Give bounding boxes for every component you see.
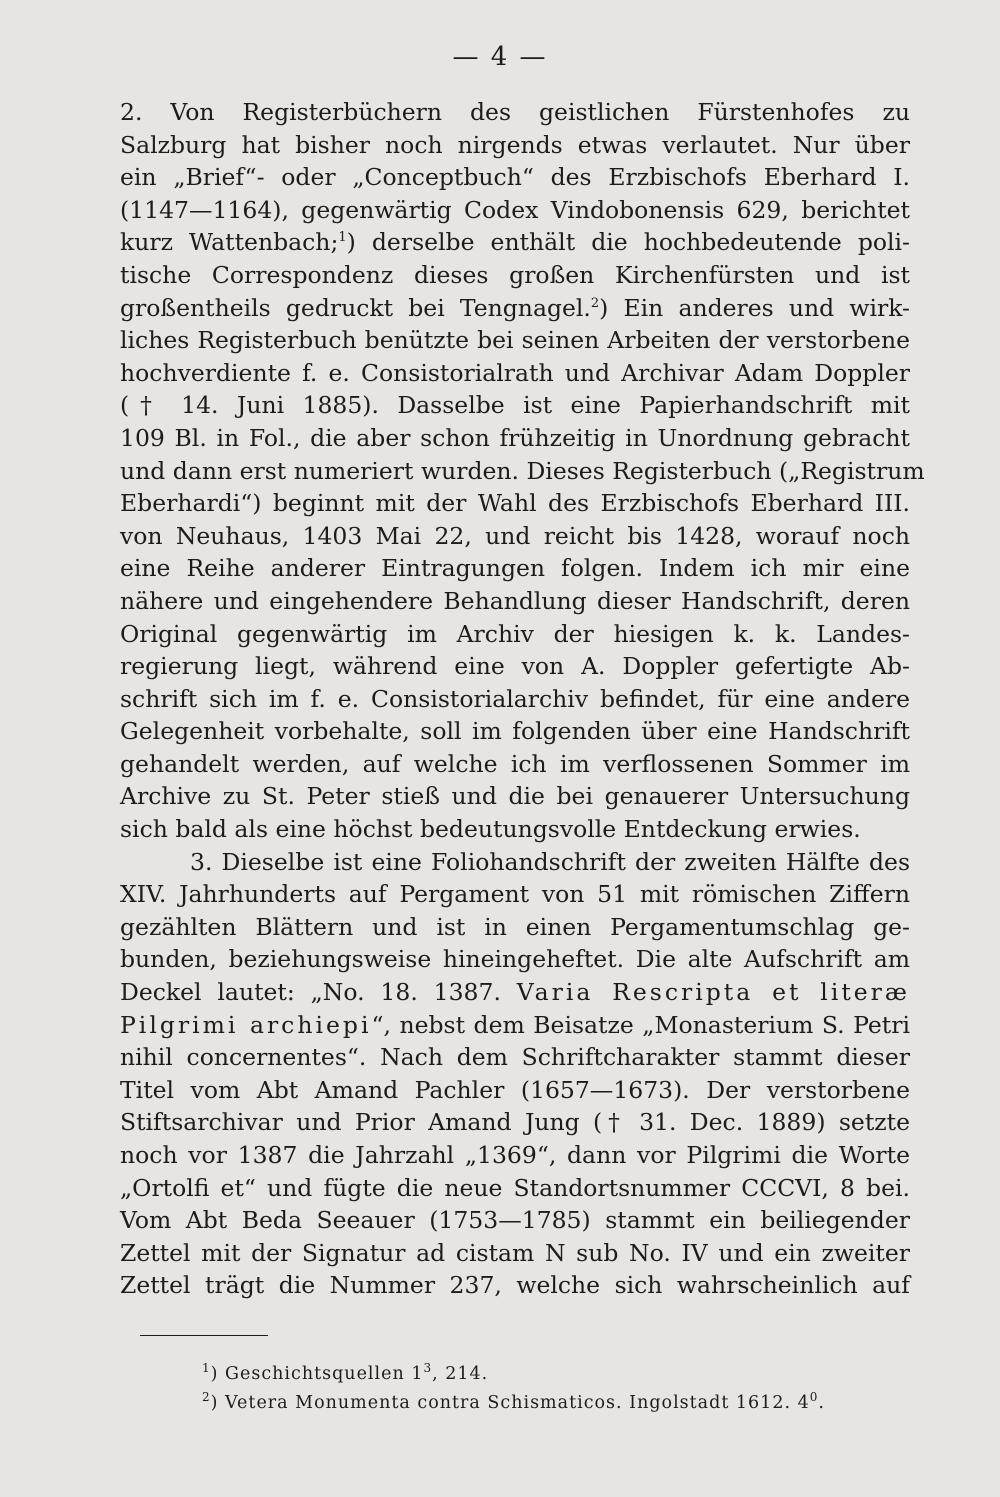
footnote: $^2$) Vetera Monumenta contra Schismaticos. Ingolstadt 1612. $4^0$. (202, 1390, 825, 1413)
text-line: schrift sich im f. e. Consistorialarchiv befindet, für eine andere (120, 684, 910, 713)
text-line: nihil concernentes“. Nach dem Schriftcharakter stammt dieser (120, 1043, 910, 1072)
text-line: sich bald als eine höchst bedeutungsvolle Entdeckung erwies. (120, 815, 861, 844)
text-line: nähere und eingehendere Behandlung dieser Handschrift, deren (120, 586, 910, 615)
text-line: 3. Dieselbe ist eine Foliohandschrift der zweiten Hälfte des (190, 847, 910, 876)
text-line: und dann erst numeriert wurden. Dieses Registerbuch („Registrum (120, 456, 925, 485)
body-text (120, 96, 925, 1302)
text-line: Salzburg hat bisher noch nirgends etwas verlautet. Nur über (120, 130, 910, 159)
text-line: eine Reihe anderer Eintragungen folgen. Indem ich mir eine (120, 554, 910, 583)
text-line: Zettel trägt die Nummer 237, welche sich wahrscheinlich auf (120, 1271, 910, 1300)
text-line: 109 Bl. in Fol., die aber schon frühzeitig in Unordnung gebracht (120, 423, 910, 452)
text-line: gehandelt werden, auf welche ich im verflossenen Sommer im (120, 749, 910, 778)
text-line: kurz Wattenbach;$^1$) derselbe enthält die hochbedeutende poli- (120, 228, 910, 257)
text-line: liches Registerbuch benützte bei seinen Arbeiten der verstorbene (120, 326, 910, 355)
text-line: Titel vom Abt Amand Pachler (1657—1673). Der verstorbene (120, 1075, 910, 1104)
text-line: regierung liegt, während eine von A. Doppler gefertigte Ab- (120, 652, 910, 681)
spaced-title: Pilgrimi archiepi (120, 1010, 372, 1039)
text-line: Pilgrimi archiepi“, nebst dem Beisatze „Monasterium S. Petri (120, 1010, 910, 1039)
text-line: Gelegenheit vorbehalte, soll im folgenden über eine Handschrift (120, 717, 910, 746)
footnote: $^1$) Geschichtsquellen $1^3$, 214. (202, 1361, 489, 1384)
text-line: Stiftsarchivar und Prior Amand Jung († 31. Dec. 1889) setzte (120, 1108, 910, 1137)
text-line: bunden, beziehungsweise hineingeheftet. Die alte Aufschrift am (120, 945, 910, 974)
text-line: großentheils gedruckt bei Tengnagel.$^2$) Ein anderes und wirk- (120, 293, 910, 322)
text-line: († 14. Juni 1885). Dasselbe ist eine Papierhandschrift mit (120, 391, 910, 420)
text-line: gezählten Blättern und ist in einen Pergamentumschlag ge- (120, 912, 910, 941)
text-line: hochverdiente f. e. Consistorialrath und Archivar Adam Doppler (120, 358, 910, 387)
page-number: — 4 — (452, 42, 548, 72)
text-line: Deckel lautet: „No. 18. 1387. Varia Rescripta et literæ (120, 978, 911, 1007)
text-line: 2. Von Registerbüchern des geistlichen Fürstenhofes zu (120, 98, 910, 126)
text-line: von Neuhaus, 1403 Mai 22, und reicht bis 1428, worauf noch (120, 521, 910, 550)
text-line: Vom Abt Beda Seeauer (1753—1785) stammt ein beiliegender (120, 1206, 910, 1235)
text-line: (1147—1164), gegenwärtig Codex Vindobonensis 629, berichtet (120, 195, 910, 224)
text-line: XIV. Jahrhunderts auf Pergament von 51 mit römischen Ziffern (120, 880, 910, 909)
text-line: Archive zu St. Peter stieß und die bei genauerer Untersuchung (120, 782, 910, 811)
text-line: tische Correspondenz dieses großen Kirchenfürsten und ist (120, 260, 910, 289)
footnote-ref: 1 (338, 230, 347, 246)
text-line: Eberhardi“) beginnt mit der Wahl des Erzbischofs Eberhard III. (120, 489, 910, 518)
spaced-title: Varia Rescripta et literæ (516, 978, 911, 1007)
text-line: „Ortolfi et“ und fügte die neue Standortsnummer CCCVI, 8 bei. (120, 1173, 910, 1202)
text-line: ein „Brief“- oder „Conceptbuch“ des Erzbischofs Eberhard I. (120, 163, 910, 192)
text-line: Zettel mit der Signatur ad cistam N sub No. IV und ein zweiter (120, 1238, 910, 1267)
footnote-divider (140, 1335, 268, 1336)
footnote-ref: 2 (590, 295, 600, 311)
text-line: noch vor 1387 die Jahrzahl „1369“, dann vor Pilgrimi die Worte (120, 1141, 910, 1169)
text-line: Original gegenwärtig im Archiv der hiesigen k. k. Landes- (120, 619, 910, 648)
